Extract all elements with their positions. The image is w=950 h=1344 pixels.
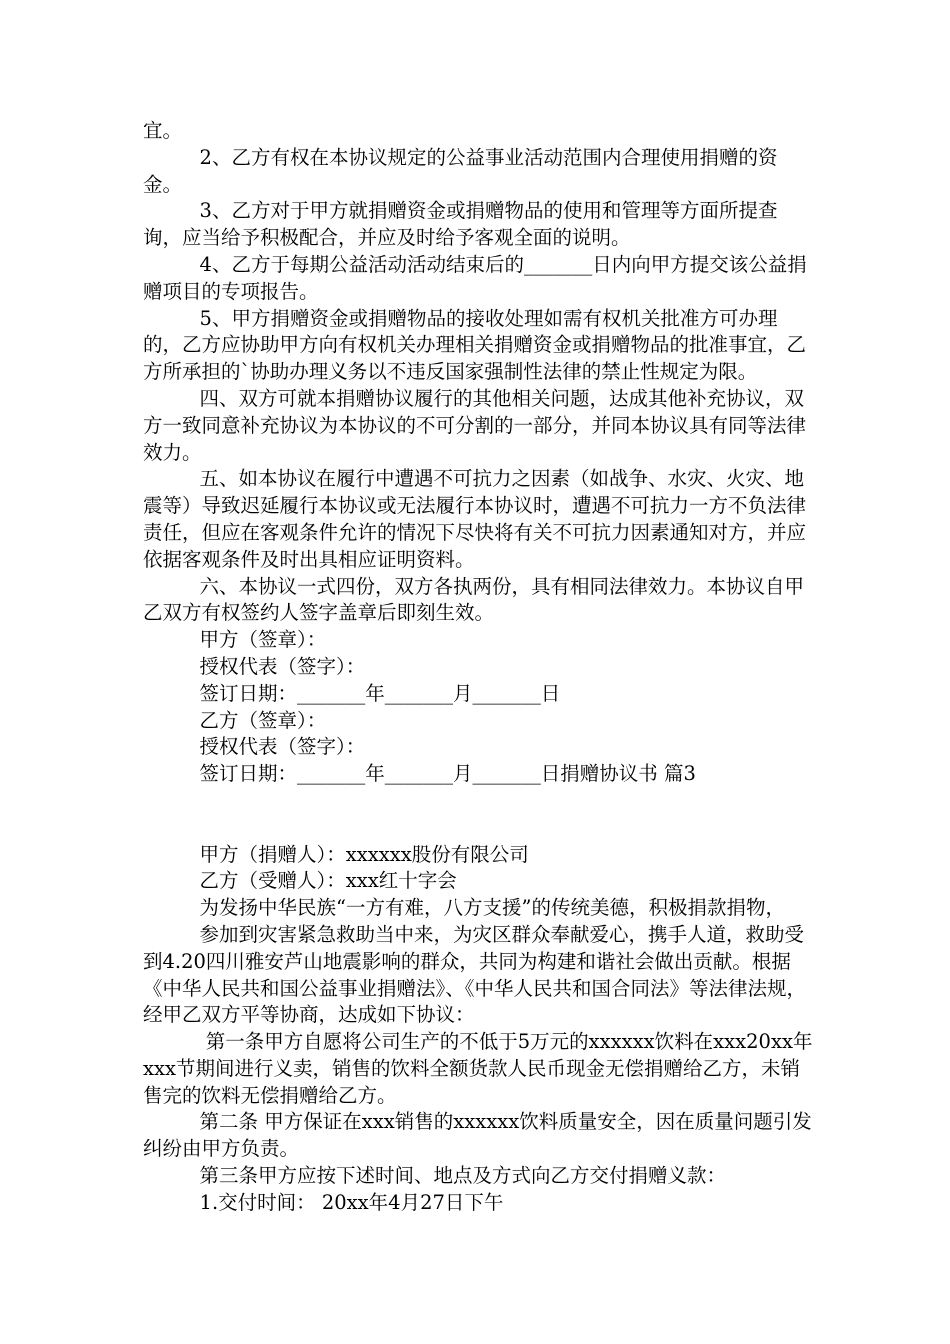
paragraph: 宜。 [143,119,183,142]
paragraph: 五、如本协议在履行中遭遇不可抗力之因素（如战争、水灾、火灾、地震等）导致迟延履行本协议或无法履行本协议时，遭遇不可抗力一方不负法律责任，但应在客观条件允许的情况下尽快将有关不可抗力因素通知对方，并应依据客观条件及时出具相应证明资料。 [143,467,807,571]
paragraph: 为发扬中华民族“一方有难，八方支援”的传统美德，积极捐款捐物， [199,896,785,920]
paragraph: 第二条 甲方保证在xxx销售的xxxxxx饮料质量安全，因在质量问题引发纠纷由甲方负责。 [143,1110,812,1161]
paragraph: 四、双方可就本捐赠协议履行的其他相关问题，达成其他补充协议，双方一致同意补充协议为本协议的不可分割的一部分，并同本协议具有同等法律效力。 [143,386,807,464]
paragraph: 1.交付时间： 20xx年4月27日下午 [199,1190,504,1214]
paragraph: 授权代表（签字）： [199,654,366,678]
paragraph: 参加到灾害紧急救助当中来，为灾区群众奉献爱心，携手人道，救助受到4.20四川雅安芦山地震影响的群众，共同为构建和谐社会做出贡献。根据《中华人民共和国公益事业捐赠法》、《中华人民共和国合同法》等法律法规，经甲乙双方平等协商，达成如下协议： [143,922,807,1027]
agreement-body-part-1 [143,118,815,788]
agreement-body-part-2 [143,842,815,1217]
paragraph: 乙方（签章）： [199,708,327,732]
paragraph: 甲方（捐赠人）：xxxxxx股份有限公司 [199,842,529,866]
document-page [143,118,815,1217]
paragraph: 5、甲方捐赠资金或捐赠物品的接收处理如需有权机关批准方可办理的，乙方应协助甲方向有权机关办理相关捐赠资金或捐赠物品的批准事宜，乙方所承担的`协助办理义务以不违反国家强制性法律的禁止性规定为限。 [143,306,807,384]
blank-gap [143,788,815,842]
paragraph: 第一条甲方自愿将公司生产的不低于5万元的xxxxxx饮料在xxx20xx年xxx节期间进行义卖，销售的饮料全额货款人民币现金无偿捐赠给乙方，未销售完的饮料无偿捐赠给乙方。 [143,1030,813,1107]
paragraph: 3、乙方对于甲方就捐赠资金或捐赠物品的使用和管理等方面所提查询，应当给予积极配合，并应及时给予客观全面的说明。 [143,199,778,250]
paragraph: 六、本协议一式四份，双方各执两份，具有相同法律效力。本协议自甲乙双方有权签约人签字盖章后即刻生效。 [143,574,805,625]
paragraph: 第三条甲方应按下述时间、地点及方式向乙方交付捐赠义款： [199,1164,727,1188]
paragraph: 2、乙方有权在本协议规定的公益事业活动范围内合理使用捐赠的资金。 [143,145,778,196]
paragraph: 甲方（签章）： [199,628,327,652]
paragraph: 签订日期：_______年_______月_______日捐赠协议书 篇3 [199,762,696,786]
paragraph: 签订日期：_______年_______月_______日 [199,681,561,705]
paragraph: 4、乙方于每期公益活动活动结束后的_______日内向甲方提交该公益捐赠项目的专项报告。 [143,252,807,303]
paragraph: 乙方（受赠人）：xxx红十字会 [199,869,457,893]
paragraph: 授权代表（签字）： [199,735,366,759]
